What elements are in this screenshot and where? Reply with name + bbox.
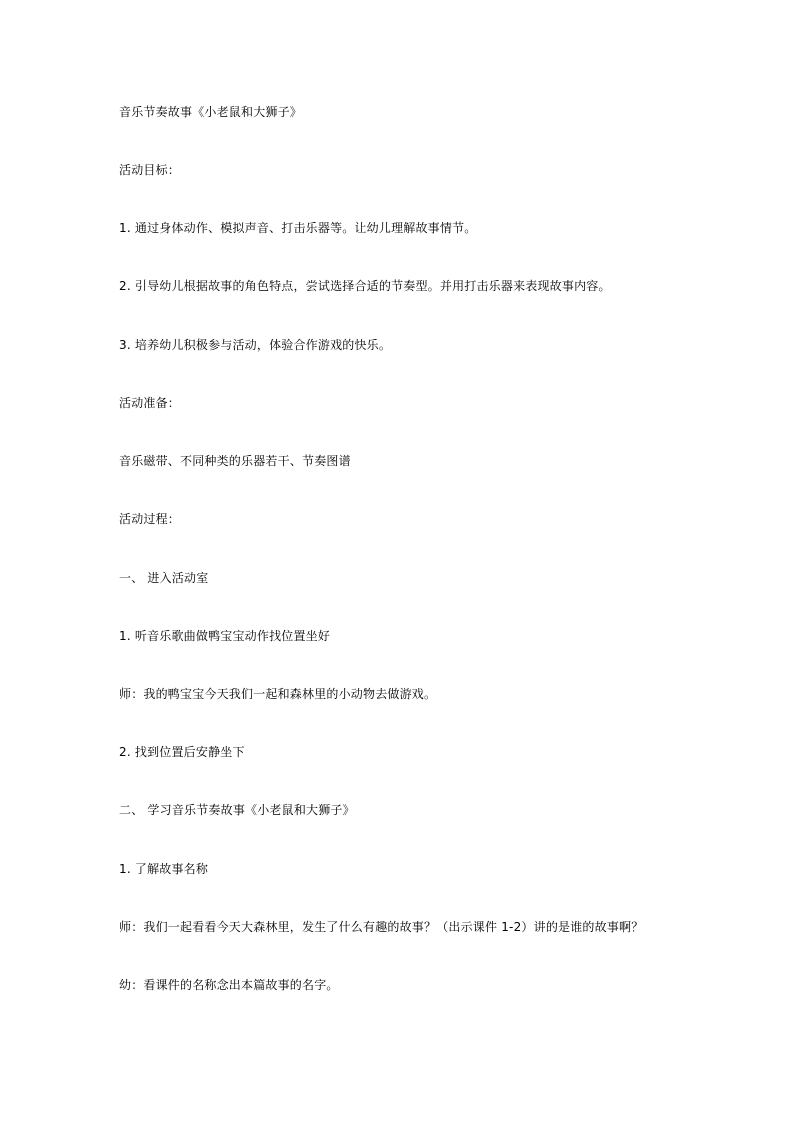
- section2-step1: 1. 了解故事名称: [119, 862, 209, 876]
- goal-item-1: 1. 通过身体动作、模拟声音、打击乐器等。让幼儿理解故事情节。: [119, 221, 477, 235]
- goal-item-3: 3. 培养幼儿积极参与活动，体验合作游戏的快乐。: [119, 338, 392, 352]
- section1-step2: 2. 找到位置后安静坐下: [119, 745, 245, 759]
- section2-heading: 二、 学习音乐节奏故事《小老鼠和大狮子》: [119, 803, 355, 817]
- process-heading: 活动过程：: [119, 512, 181, 526]
- goal-item-2: 2. 引导幼儿根据故事的角色特点，尝试选择合适的节奏型。并用打击乐器来表现故事内容。: [119, 279, 611, 293]
- section1-step1: 1. 听音乐歌曲做鸭宝宝动作找位置坐好: [119, 629, 331, 643]
- prep-heading: 活动准备：: [119, 396, 181, 410]
- goals-heading: 活动目标：: [119, 163, 181, 177]
- section2-teacher-line: 师：我们一起看看今天大森林里，发生了什么有趣的故事？（出示课件 1-2）讲的是谁的故事啊？: [119, 920, 644, 934]
- prep-text: 音乐磁带、不同种类的乐器若干、节奏图谱: [119, 454, 351, 468]
- section2-child-line: 幼：看课件的名称念出本篇故事的名字。: [119, 978, 339, 992]
- document-title: 音乐节奏故事《小老鼠和大狮子》: [119, 105, 303, 119]
- section1-heading: 一、 进入活动室: [119, 571, 209, 585]
- section1-teacher-line: 师：我的鸭宝宝今天我们一起和森林里的小动物去做游戏。: [119, 687, 437, 701]
